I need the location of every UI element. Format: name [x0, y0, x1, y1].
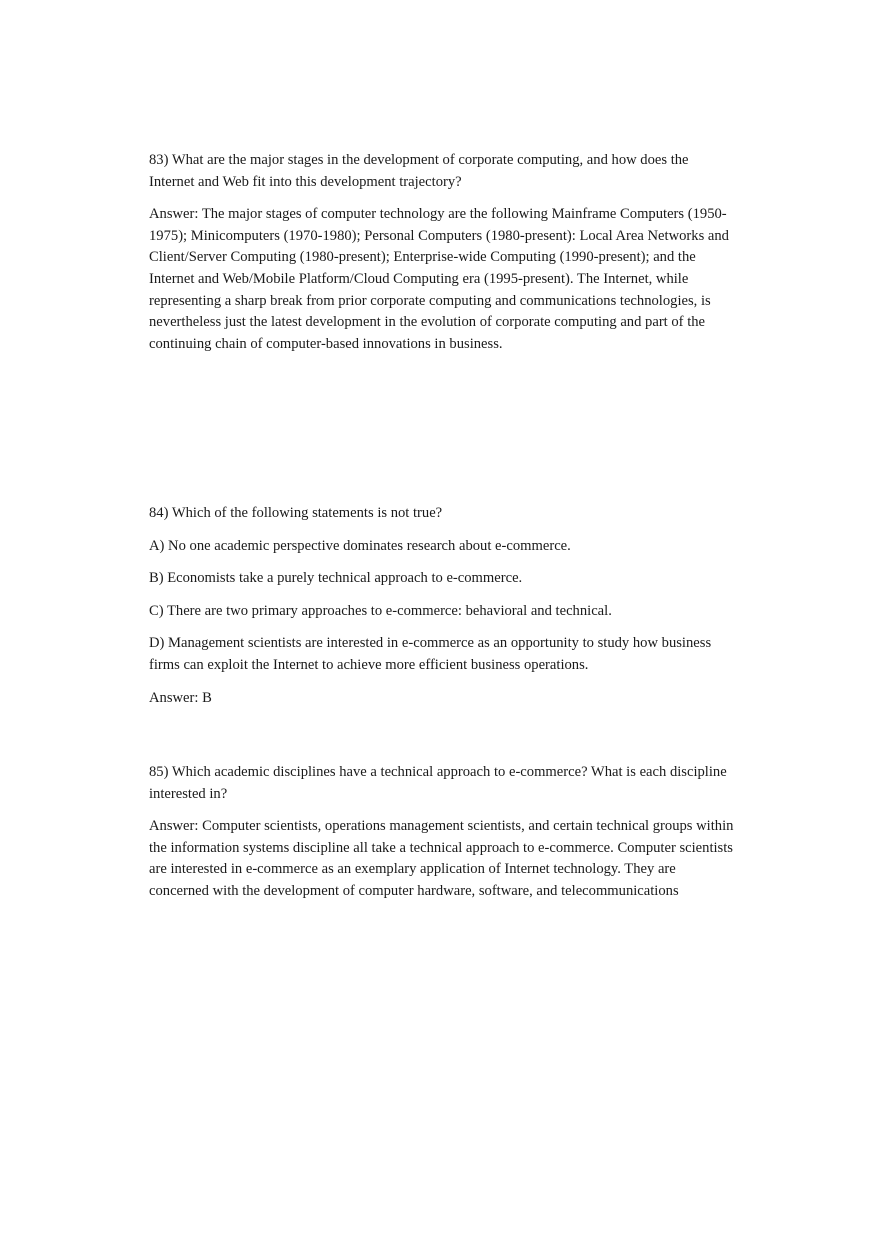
question-84-option-d: D) Management scientists are interested in e-commerce as an opportunity to study how business firms can exploit the Internet to achieve more efficient business operations. — [149, 635, 712, 673]
question-85-text: 85) Which academic disciplines have a technical approach to e-commerce? What is each discipline interested in? — [149, 764, 727, 802]
question-84-option-c: C) There are two primary approaches to e-commerce: behavioral and technical. — [149, 602, 612, 619]
question-85-answer: Answer: Computer scientists, operations management scientists, and certain technical groups within the information systems discipline all take a technical approach to e-commerce. Computer scientists are interested in e-commerce as an exemplary application of Internet technology. They are concerned with the development of computer hardware, software, and telecommunications — [149, 818, 734, 899]
question-84 — [149, 503, 734, 709]
question-84-option-b: B) Economists take a purely technical approach to e-commerce. — [149, 570, 523, 587]
question-83 — [149, 150, 734, 355]
question-83-text: 83) What are the major stages in the development of corporate computing, and how does the Internet and Web fit into this development trajectory? — [149, 152, 689, 190]
question-84-option-a: A) No one academic perspective dominates research about e-commerce. — [149, 537, 571, 554]
question-84-text: 84) Which of the following statements is not true? — [149, 505, 443, 521]
question-84-answer: Answer: B — [149, 689, 212, 706]
question-85 — [149, 762, 734, 903]
question-83-answer: Answer: The major stages of computer technology are the following Mainframe Computers (1950-1975); Minicomputers (1970-1980); Personal Computers (1980-present): Local Area Networks and Client/Server Computing (1980-present); Enterprise-wide Computing (1990-present); and the Internet and Web/Mobile Platform/Cloud Computing era (1995-present). The Internet, while representing a sharp break from prior corporate computing and communications technologies, is nevertheless just the latest development in the evolution of corporate computing and part of the continuing chain of computer-based innovations in business. — [149, 206, 729, 352]
